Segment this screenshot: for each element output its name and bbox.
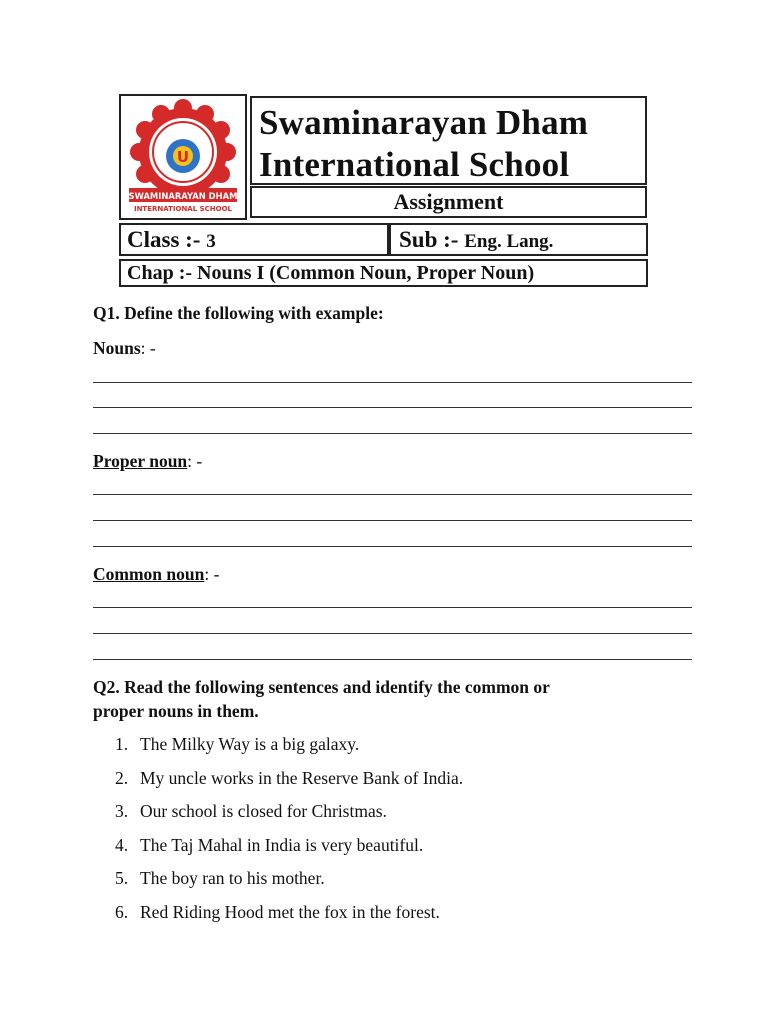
logo-sub-text: INTERNATIONAL SCHOOL — [133, 205, 233, 213]
school-name-box — [250, 96, 647, 185]
item-text: The boy ran to his mother. — [140, 868, 325, 888]
list-item — [115, 799, 463, 833]
item-text: Red Riding Hood met the fox in the forest. — [140, 901, 440, 922]
logo-ribbon-text: SWAMINARAYAN DHAM — [128, 191, 238, 201]
school-name-line1: Swaminarayan Dham — [259, 103, 589, 142]
sentence-list — [115, 732, 463, 933]
answer-line — [93, 407, 692, 408]
class-value: 3 — [206, 231, 216, 252]
item-number: 6. — [115, 901, 129, 922]
class-field — [119, 223, 389, 256]
q2-title — [93, 675, 550, 723]
answer-line — [93, 607, 692, 608]
answer-line — [93, 659, 692, 660]
answer-line — [93, 520, 692, 521]
subject-label: Sub :- — [399, 227, 465, 252]
term-common-noun-label: Common noun — [93, 564, 205, 584]
term-common-noun — [93, 563, 219, 585]
q1-title: Q1. Define the following with example: — [93, 303, 384, 323]
item-text: The Milky Way is a big galaxy. — [140, 734, 360, 754]
item-number: 5. — [115, 868, 129, 888]
answer-line — [93, 433, 692, 434]
answer-line — [93, 382, 692, 383]
item-text: The Taj Mahal in India is very beautiful. — [140, 834, 424, 855]
school-logo — [119, 94, 247, 220]
list-item — [115, 833, 463, 867]
list-item — [115, 766, 463, 800]
q2-title-line2: proper nouns in them. — [93, 701, 259, 721]
term-nouns — [93, 337, 156, 359]
answer-line — [93, 633, 692, 634]
school-emblem-icon — [121, 96, 245, 218]
item-number: 2. — [115, 767, 129, 788]
subject-value: Eng. Lang. — [464, 231, 554, 252]
term-nouns-suffix: : - — [140, 338, 156, 358]
school-name — [259, 102, 588, 186]
term-proper-noun-label: Proper noun — [93, 451, 188, 471]
term-common-noun-suffix: : - — [204, 564, 220, 584]
emblem-letter: U — [176, 148, 190, 166]
term-nouns-label: Nouns — [93, 338, 141, 358]
chapter-field: Chap :- Nouns I (Common Noun, Proper Noun) — [119, 259, 648, 287]
item-text: My uncle works in the Reserve Bank of India. — [140, 767, 464, 788]
item-number: 1. — [115, 734, 129, 754]
assignment-title: Assignment — [250, 186, 647, 218]
list-item — [115, 732, 463, 766]
answer-line — [93, 546, 692, 547]
item-number: 4. — [115, 834, 129, 855]
term-proper-noun-suffix: : - — [187, 451, 203, 471]
answer-line — [93, 494, 692, 495]
list-item — [115, 900, 463, 934]
term-proper-noun — [93, 450, 202, 472]
subject-field — [389, 223, 648, 256]
school-name-line2: International School — [259, 145, 570, 184]
class-label: Class :- — [127, 227, 207, 252]
q2-title-line1: Q2. Read the following sentences and identify the common or — [93, 677, 550, 697]
list-item — [115, 866, 463, 900]
item-number: 3. — [115, 801, 129, 821]
item-text: Our school is closed for Christmas. — [140, 801, 387, 821]
